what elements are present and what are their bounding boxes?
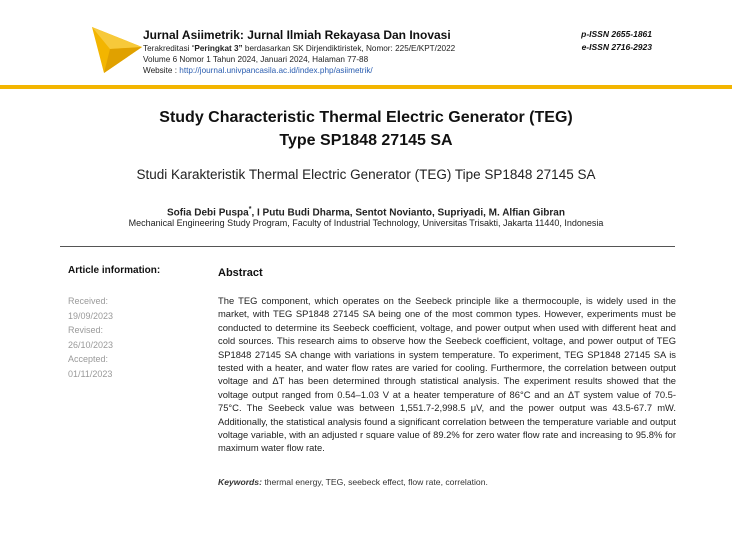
revised-date: 26/10/2023 xyxy=(68,339,114,350)
website-link[interactable]: http://journal.univpancasila.ac.id/index.php/asiimetrik/ xyxy=(179,66,373,75)
revised-label: Revised: xyxy=(68,325,104,335)
accreditation-suffix: berdasarkan SK Dirjendiktiristek, Nomor: 225/E/KPT/2022 xyxy=(242,44,456,53)
issn-block xyxy=(581,28,652,54)
abstract-heading: Abstract xyxy=(218,267,263,279)
article-info-heading: Article information: xyxy=(68,265,161,276)
accreditation-rank: Peringkat 3” xyxy=(194,44,243,53)
accreditation-prefix: Terakreditasi “ xyxy=(143,44,195,53)
website-line xyxy=(143,65,563,76)
accepted-label: Accepted: xyxy=(68,354,109,364)
journal-title: Jurnal Asiimetrik: Jurnal Ilmiah Rekayasa Dan Inovasi xyxy=(143,28,451,42)
abstract-body: The TEG component, which operates on the Seebeck principle like a thermocouple, is widely used in the market, with TEG SP1848 27145 SA being one of the most common types. However, experiments must be conducted to determine its Seebeck coefficient, voltage, and power output when used with different heat and cold sources. This research aims to observe how the Seebeck coefficient, voltage, and power output of TEG SP1848 27145 SA change with variations in system temperature. To experiment, TEG SP1848 27145 SA is tested with a heater, and water flow rates are varied for cooling. Furthermore, the correlation between output voltage and ΔT has been determined through statistical analysis. The experiment results showed that the voltage output ranged from 0.54–1.03 V at a heater temperature of 86°C and an ΔT system value of 70.5-75°C. The Seebeck value was between 1,551.7-2,998.5 μV, and the power output was 43.5-67.7 mW. Additionally, the statistical analysis found a significant correlation between the temperature variable and output voltage variable, with an adjusted r square value of 89.2% for zero water flow rate and increasing to 95.8% for maximum water flow rate. xyxy=(218,295,676,454)
journal-header xyxy=(0,0,732,88)
title-line-1: Study Characteristic Thermal Electric Generator (TEG) xyxy=(159,109,573,126)
corresponding-mark: * xyxy=(248,206,252,213)
keywords-line xyxy=(218,476,676,488)
keywords-text: thermal energy, TEG, seebeck effect, flow rate, correlation. xyxy=(261,476,488,487)
journal-logo xyxy=(92,27,142,73)
received-label: Received: xyxy=(68,296,109,306)
abstract-section xyxy=(218,265,676,488)
section-divider xyxy=(60,246,675,247)
accepted-date: 01/11/2023 xyxy=(68,368,113,379)
volume-line: Volume 6 Nomor 1 Tahun 2024, Januari 2024, Halaman 77-88 xyxy=(143,55,369,64)
other-authors: , I Putu Budi Dharma, Sentot Novianto, Supriyadi, M. Alfian Gibran xyxy=(251,207,565,219)
journal-info xyxy=(143,27,563,76)
keywords-label: Keywords: xyxy=(218,476,262,487)
header-divider xyxy=(0,85,732,89)
affiliation: Mechanical Engineering Study Program, Faculty of Industrial Technology, Universitas Trisakti, Jakarta 11440, Indonesia xyxy=(128,218,604,228)
first-author: Sofia Debi Puspa xyxy=(167,207,249,219)
title-line-2: Type SP1848 27145 SA xyxy=(279,132,453,149)
article-title-indonesian: Studi Karakteristik Thermal Electric Generator (TEG) Tipe SP1848 27145 SA xyxy=(136,167,596,182)
e-issn: e-ISSN 2716-2923 xyxy=(581,42,652,52)
article-information xyxy=(68,264,198,381)
received-date: 19/09/2023 xyxy=(68,310,114,321)
p-issn: p-ISSN 2655-1861 xyxy=(581,29,652,39)
article-title-english xyxy=(60,106,672,152)
accreditation-line xyxy=(143,43,563,54)
website-label: Website : xyxy=(143,66,180,75)
